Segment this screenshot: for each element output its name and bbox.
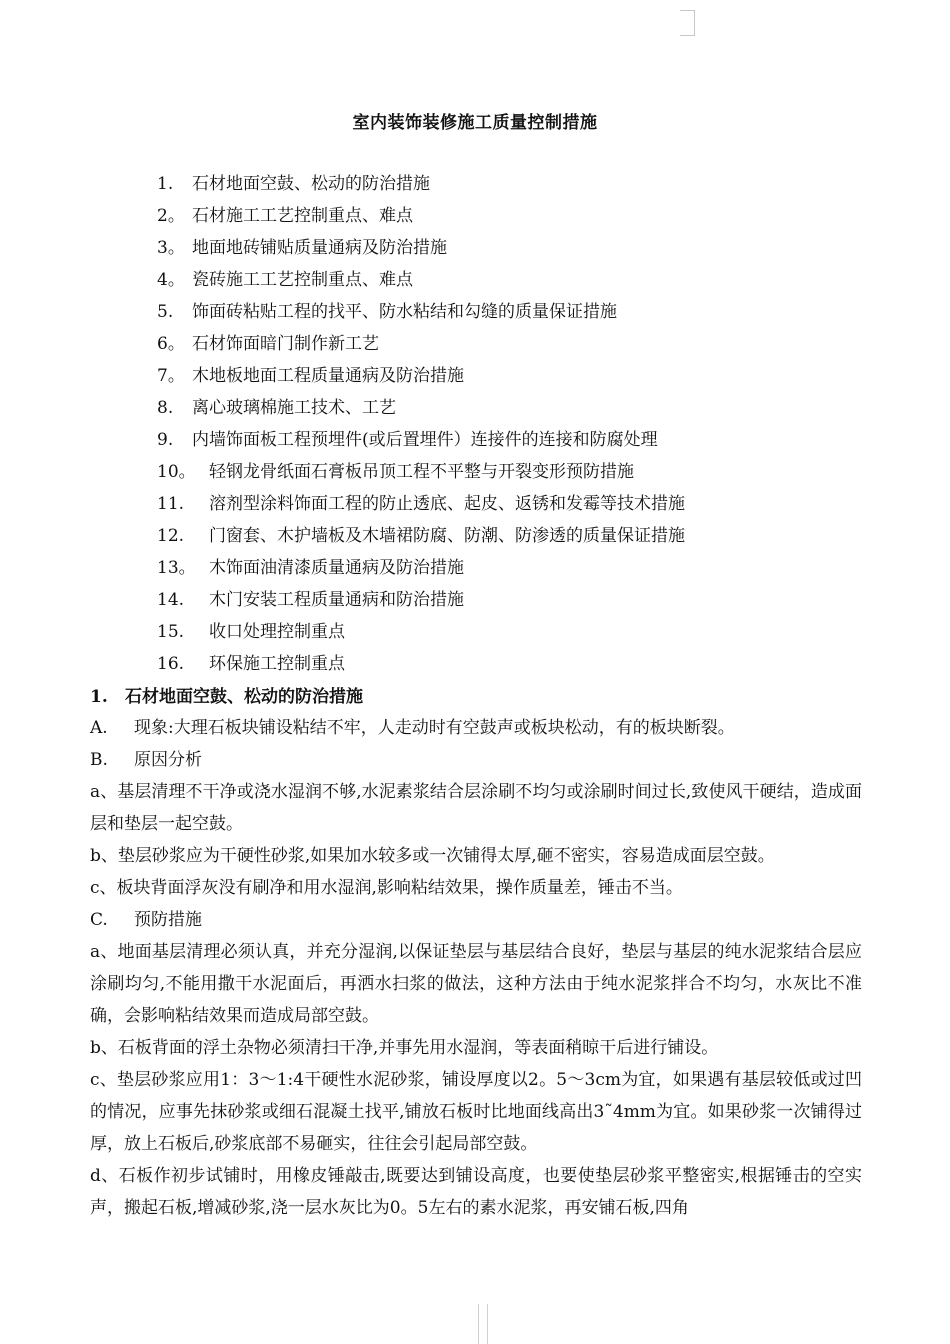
toc-item-number: 3。 — [157, 238, 185, 258]
page-divider-mark — [478, 1304, 488, 1344]
toc-item — [157, 298, 685, 330]
item-label: B. — [90, 750, 108, 770]
item-text: 原因分析 — [134, 750, 202, 770]
toc-item — [157, 650, 685, 682]
item-label: A. — [90, 718, 108, 738]
cause-paragraph: a、基层清理不干净或浇水湿润不够,水泥素浆结合层涂刷不均匀或涂刷时间过长,致使风干硬结，造成面层和垫层一起空鼓。 — [90, 782, 862, 834]
toc-item-number: 12. — [157, 526, 185, 546]
prevention-heading — [90, 904, 862, 936]
toc-item-text: 地面地砖铺贴质量通病及防治措施 — [192, 238, 447, 258]
toc-item — [157, 170, 685, 202]
section-heading-text: 石材地面空鼓、松动的防治措施 — [125, 687, 363, 707]
section-heading — [90, 682, 862, 712]
prevention-paragraph: a、地面基层清理必须认真，并充分湿润,以保证垫层与基层结合良好，垫层与基层的纯水泥浆结合层应涂刷均匀,不能用撒干水泥面后，再洒水扫浆的做法，这种方法由于纯水泥浆拌合不均匀，水灰比不准确，会影响粘结效果而造成局部空鼓。 — [90, 942, 862, 1026]
toc-item — [157, 330, 685, 362]
toc-item-text: 木门安装工程质量通病和防治措施 — [209, 590, 464, 610]
item-label: C. — [90, 910, 108, 930]
toc-item-number: 9. — [157, 430, 174, 450]
toc-item-number: 13。 — [157, 558, 196, 578]
toc-item-text: 轻钢龙骨纸面石膏板吊顶工程不平整与开裂变形预防措施 — [209, 462, 634, 482]
toc-item — [157, 394, 685, 426]
toc-item-text: 石材地面空鼓、松动的防治措施 — [192, 174, 430, 194]
cause-paragraph: c、板块背面浮灰没有刷净和用水湿润,影响粘结效果，操作质量差，锤击不当。 — [90, 878, 683, 898]
toc-item-number: 2。 — [157, 206, 185, 226]
toc-item-text: 瓷砖施工工艺控制重点、难点 — [192, 270, 413, 290]
toc-item — [157, 426, 685, 458]
toc-item-text: 环保施工控制重点 — [209, 654, 345, 674]
page-corner-mark — [680, 10, 695, 36]
toc-item — [157, 522, 685, 554]
toc-item-text: 离心玻璃棉施工技术、工艺 — [192, 398, 396, 418]
document-title: 室内装饰装修施工质量控制措施 — [352, 113, 598, 133]
prevention-paragraph: c、垫层砂浆应用1：3～1:4干硬性水泥砂浆，铺设厚度以2。5～3cm为宜，如果遇有基层较低或过凹的情况，应事先抹砂浆或细石混凝土找平,铺放石板时比地面线高出3˜4mm为宜。如果砂浆一次铺得过厚，放上石板后,砂浆底部不易砸实，往往会引起局部空鼓。 — [90, 1070, 862, 1154]
toc-item-text: 溶剂型涂料饰面工程的防止透底、起皮、返锈和发霉等技术措施 — [209, 494, 685, 514]
toc-item — [157, 202, 685, 234]
toc-item-text: 收口处理控制重点 — [209, 622, 345, 642]
toc-item-number: 11. — [157, 494, 185, 514]
cause-heading — [90, 744, 862, 776]
item-text: 现象:大理石板块铺设粘结不牢，人走动时有空鼓声或板块松动，有的板块断裂。 — [134, 718, 735, 738]
toc-item-number: 8. — [157, 398, 174, 418]
toc-item — [157, 266, 685, 298]
toc-item — [157, 234, 685, 266]
toc-item — [157, 362, 685, 394]
table-of-contents — [157, 170, 685, 682]
toc-item-text: 木地板地面工程质量通病及防治措施 — [192, 366, 464, 386]
item-text: 预防措施 — [134, 910, 202, 930]
toc-item-number: 1. — [157, 174, 174, 194]
toc-item — [157, 586, 685, 618]
toc-item-text: 门窗套、木护墙板及木墙裙防腐、防潮、防渗透的质量保证措施 — [209, 526, 685, 546]
section-1 — [90, 682, 862, 1224]
section-number: 1. — [90, 687, 108, 707]
toc-item-number: 6。 — [157, 334, 185, 354]
toc-item-number: 7。 — [157, 366, 185, 386]
toc-item-number: 14. — [157, 590, 185, 610]
cause-paragraph: b、垫层砂浆应为干硬性砂浆,如果加水较多或一次铺得太厚,砸不密实，容易造成面层空鼓。 — [90, 846, 775, 866]
toc-item-text: 石材施工工艺控制重点、难点 — [192, 206, 413, 226]
toc-item — [157, 458, 685, 490]
toc-item-number: 4。 — [157, 270, 185, 290]
toc-item-number: 5. — [157, 302, 174, 322]
toc-item-number: 10。 — [157, 462, 196, 482]
toc-item-number: 16. — [157, 654, 185, 674]
toc-item — [157, 490, 685, 522]
prevention-paragraph: b、石板背面的浮土杂物必须清扫干净,并事先用水湿润，等表面稍晾干后进行铺设。 — [90, 1038, 719, 1058]
toc-item-text: 木饰面油清漆质量通病及防治措施 — [209, 558, 464, 578]
toc-item-text: 饰面砖粘贴工程的找平、防水粘结和勾缝的质量保证措施 — [192, 302, 617, 322]
toc-item — [157, 554, 685, 586]
toc-item-text: 内墙饰面板工程预埋件(或后置埋件）连接件的连接和防腐处理 — [192, 430, 658, 450]
toc-item — [157, 618, 685, 650]
prevention-paragraph: d、石板作初步试铺时，用橡皮锤敲击,既要达到铺设高度，也要使垫层砂浆平整密实,根据锤击的空实声，搬起石板,增减砂浆,浇一层水灰比为0。5左右的素水泥浆，再安铺石板,四角 — [90, 1166, 862, 1218]
phenomenon-paragraph — [90, 712, 862, 744]
toc-item-number: 15. — [157, 622, 185, 642]
toc-item-text: 石材饰面暗门制作新工艺 — [192, 334, 379, 354]
